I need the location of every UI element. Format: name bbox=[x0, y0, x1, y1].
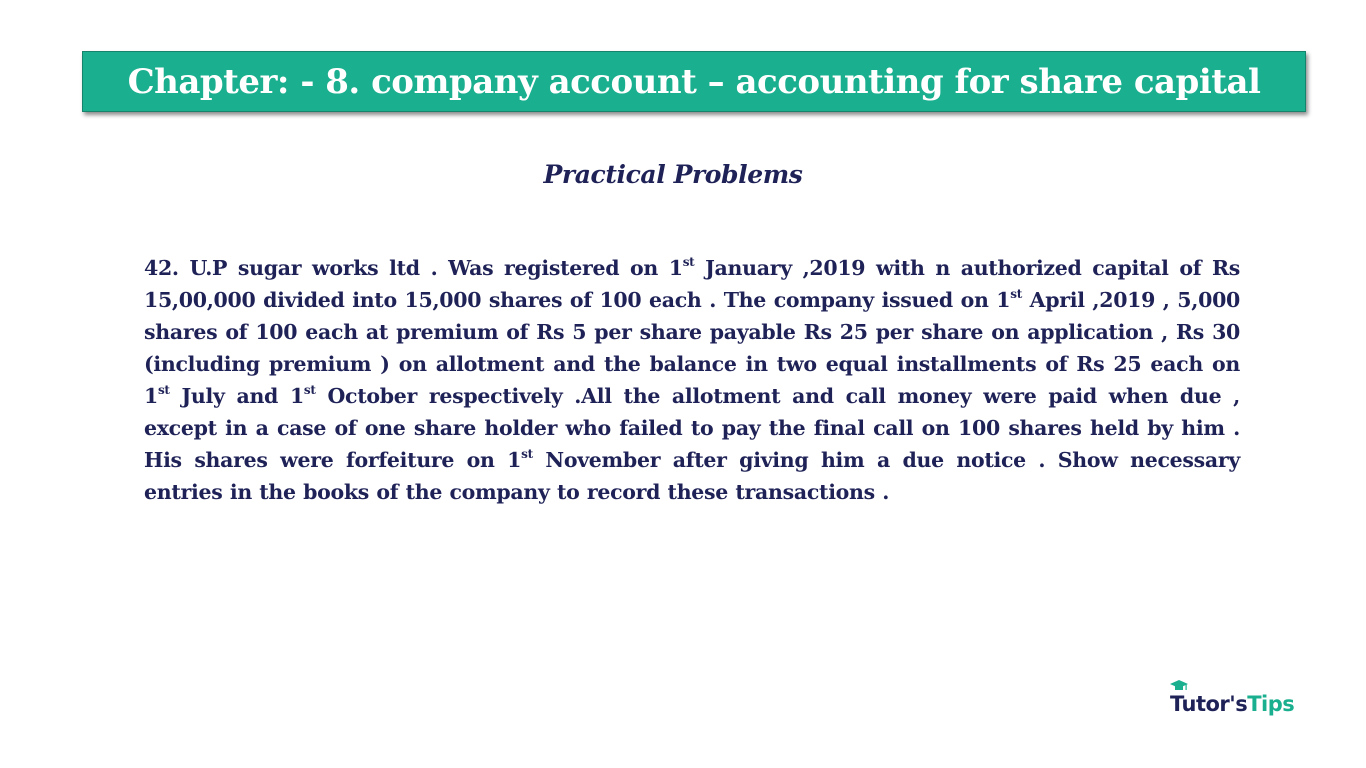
problem-statement bbox=[144, 252, 1240, 508]
problem-text-part: October respectively .All the allotment and call money were paid when due , except in a case of one share holder who failed to pay the final call on 100 shares held by him . His shares were forfeiture on 1 bbox=[144, 384, 1241, 472]
ordinal-suffix: st bbox=[521, 447, 533, 461]
problem-text-part: November after giving him a due notice . Show necessary entries in the books of the company to record these transactions . bbox=[144, 448, 1240, 504]
section-title: Practical Problems bbox=[543, 160, 803, 189]
ordinal-suffix: st bbox=[1010, 287, 1022, 301]
logo-word-tips: Tips bbox=[1247, 692, 1295, 716]
problem-text-part: January ,2019 with n authorized capital of Rs 15,00,000 divided into 15,000 shares of 100 each . The company issued on 1 bbox=[144, 256, 1240, 312]
chapter-title: Chapter: - 8. company account – accounting for share capital bbox=[127, 61, 1261, 102]
ordinal-suffix: st bbox=[303, 383, 316, 397]
problem-text-part: April ,2019 , 5,000 shares of 100 each at premium of Rs 5 per share payable Rs 25 per share on application , Rs 30 (including premium ) on allotment and the balance in two equal installments of Rs 25 each on 1 bbox=[144, 288, 1241, 408]
ordinal-suffix: st bbox=[682, 255, 695, 269]
graduation-cap-icon bbox=[1170, 680, 1188, 692]
problem-text-part: July and 1 bbox=[169, 384, 304, 408]
tutorstips-logo[interactable] bbox=[1170, 680, 1294, 716]
chapter-banner bbox=[82, 51, 1306, 112]
problem-text-part: 42. U.P sugar works ltd . Was registered on 1 bbox=[144, 256, 683, 280]
logo-word-tutors: Tutor's bbox=[1170, 692, 1248, 716]
ordinal-suffix: st bbox=[157, 383, 170, 397]
